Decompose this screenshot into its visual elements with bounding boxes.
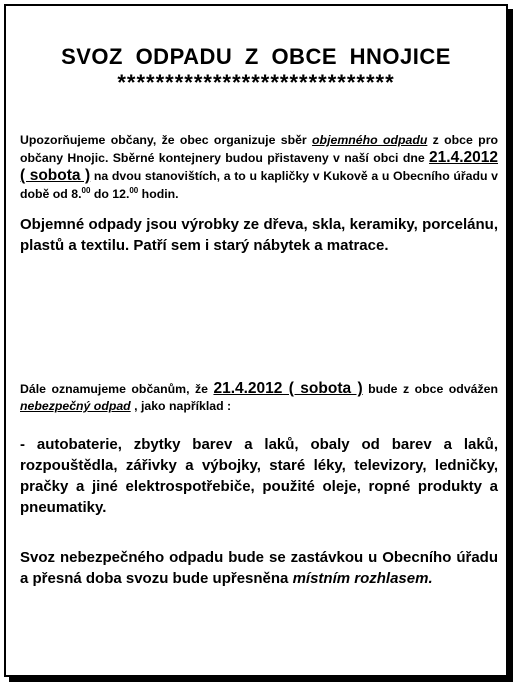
p1-text-d: do 12.: [90, 187, 130, 201]
p3-text-a: Dále oznamujeme občanům, že: [20, 382, 214, 396]
page-title: SVOZ ODPADU Z OBCE HNOJICE: [61, 44, 451, 69]
p1-text-a: Upozorňujeme občany, že obec organizuje sběr: [20, 133, 313, 147]
bulky-waste-paragraph: [20, 131, 498, 203]
title-decoration-stars: *****************************: [117, 70, 395, 95]
p3-text-b: bude z obce odvážen: [362, 382, 498, 396]
local-radio-text: místním rozhlasem.: [292, 570, 433, 587]
start-time-minutes: 00: [81, 185, 91, 195]
p1-text-c: na dvou stanovištích, a to u kapličky v Kukově a u Obecního úřadu v době od 8.: [20, 169, 499, 201]
bulky-waste-description: Objemné odpady jsou výrobky ze dřeva, skla, keramiky, porcelánu, plastů a textilu. Patří sem i starý nábytek a matrace.: [20, 216, 498, 254]
p3-text-c: , jako například :: [130, 399, 232, 413]
collection-stop-note: [20, 547, 498, 589]
end-time-minutes: 00: [129, 185, 139, 195]
hazardous-waste-term: nebezpečný odpad: [20, 399, 131, 413]
collection-date: 21.4.2012 ( sobota ): [20, 149, 498, 184]
p1-text-b: z obce pro občany Hnojic. Sběrné kontejnery budou přistaveny v naší obci dne: [20, 133, 498, 165]
p1-text-e: hodin.: [138, 187, 179, 201]
hazardous-waste-paragraph: [20, 380, 498, 415]
hazardous-collection-date: 21.4.2012 ( sobota ): [213, 380, 363, 397]
hazardous-waste-list: - autobaterie, zbytky barev a laků, obaly od barev a laků, rozpouštědla, zářivky a výbojky, staré léky, televizory, ledničky, pračky a jiné elektrospotřebiče, použité oleje, ropné produkty a pneumatiky.: [20, 436, 498, 516]
notice-frame: [4, 4, 508, 677]
bulky-waste-term: objemného odpadu: [312, 133, 428, 147]
p5-text-a: Svoz nebezpečného odpadu bude se zastávkou u Obecního úřadu a přesná doba svozu bude upřesněna: [20, 549, 498, 587]
